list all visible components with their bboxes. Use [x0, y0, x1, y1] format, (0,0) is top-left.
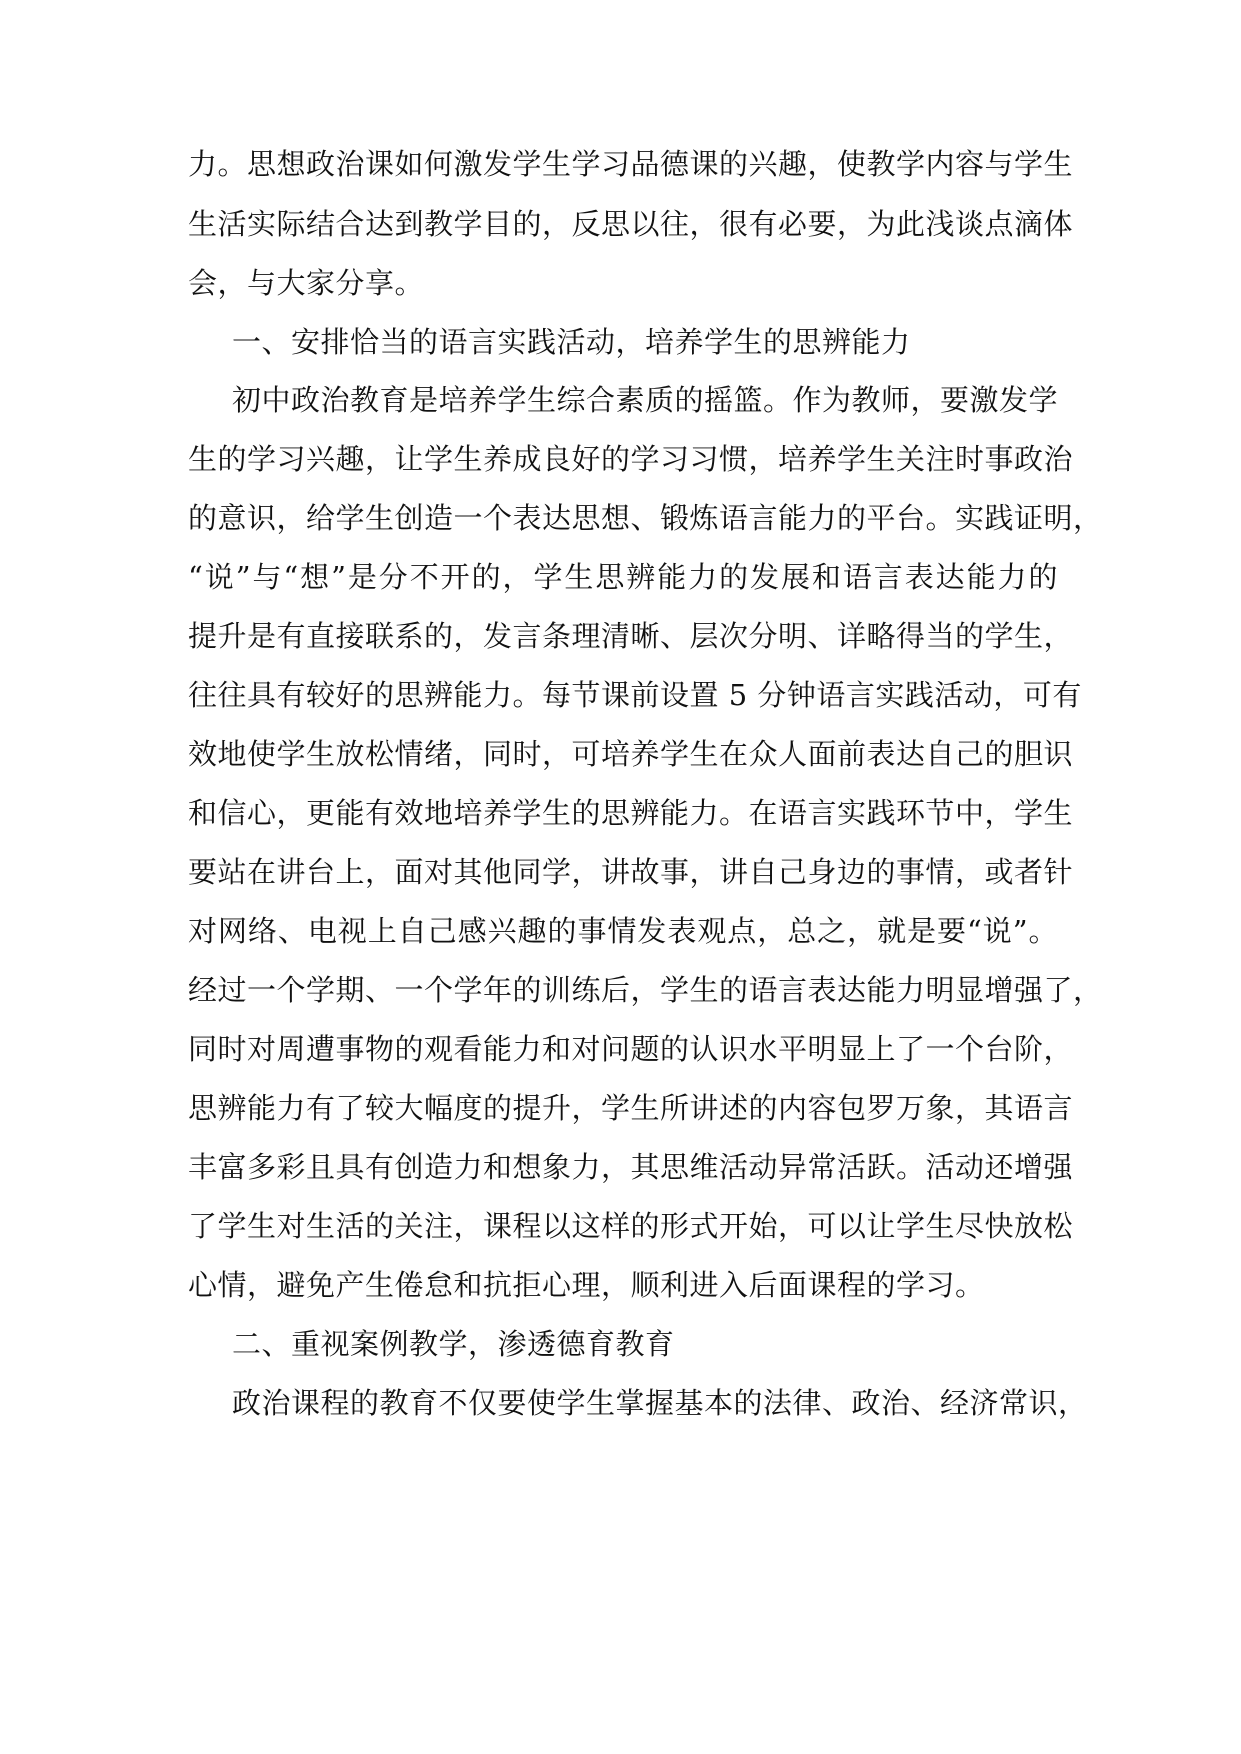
text-line: 力。思想政治课如何激发学生学习品德课的兴趣，使教学内容与学生 [188, 147, 1074, 181]
text-line: 心情，避免产生倦怠和抗拒心理，顺利进入后面课程的学习。 [188, 1268, 985, 1302]
text-line: 了学生对生活的关注，课程以这样的形式开始，可以让学生尽快放松 [188, 1209, 1074, 1243]
text-line: 会，与大家分享。 [188, 266, 425, 300]
text-line: 生的学习兴趣，让学生养成良好的学习习惯，培养学生关注时事政治 [188, 442, 1074, 476]
text-line: 提升是有直接联系的，发言条理清晰、层次分明、详略得当的学生， [188, 619, 1074, 653]
text-line: 效地使学生放松情绪，同时，可培养学生在众人面前表达自己的胆识 [188, 737, 1074, 771]
text-line: “说”与“想”是分不开的，学生思辨能力的发展和语言表达能力的 [188, 560, 1058, 594]
text-line: 对网络、电视上自己感兴趣的事情发表观点，总之，就是要“说”。 [188, 914, 1058, 948]
section-heading-2: 二、重视案例教学，渗透德育教育 [232, 1327, 675, 1361]
text-line: 丰富多彩且具有创造力和想象力，其思维活动异常活跃。活动还增强 [188, 1150, 1074, 1184]
text-line: 和信心，更能有效地培养学生的思辨能力。在语言实践环节中，学生 [188, 796, 1074, 830]
section-heading-1: 一、安排恰当的语言实践活动，培养学生的思辨能力 [232, 325, 911, 359]
text-line: 往往具有较好的思辨能力。每节课前设置 5 分钟语言实践活动，可有 [188, 678, 1082, 712]
text-line: 经过一个学期、一个学年的训练后，学生的语言表达能力明显增强了， [188, 973, 1103, 1007]
text-line: 初中政治教育是培养学生综合素质的摇篮。作为教师，要激发学 [232, 383, 1059, 417]
text-line: 政治课程的教育不仅要使学生掌握基本的法律、政治、经济常识， [232, 1386, 1088, 1420]
text-line: 的意识，给学生创造一个表达思想、锻炼语言能力的平台。实践证明， [188, 501, 1103, 535]
text-line: 要站在讲台上，面对其他同学，讲故事，讲自己身边的事情，或者针 [188, 855, 1074, 889]
text-line: 生活实际结合达到教学目的，反思以往，很有必要，为此浅谈点滴体 [188, 207, 1074, 241]
text-line: 思辨能力有了较大幅度的提升，学生所讲述的内容包罗万象，其语言 [188, 1091, 1074, 1125]
text-line: 同时对周遭事物的观看能力和对问题的认识水平明显上了一个台阶， [188, 1032, 1074, 1066]
